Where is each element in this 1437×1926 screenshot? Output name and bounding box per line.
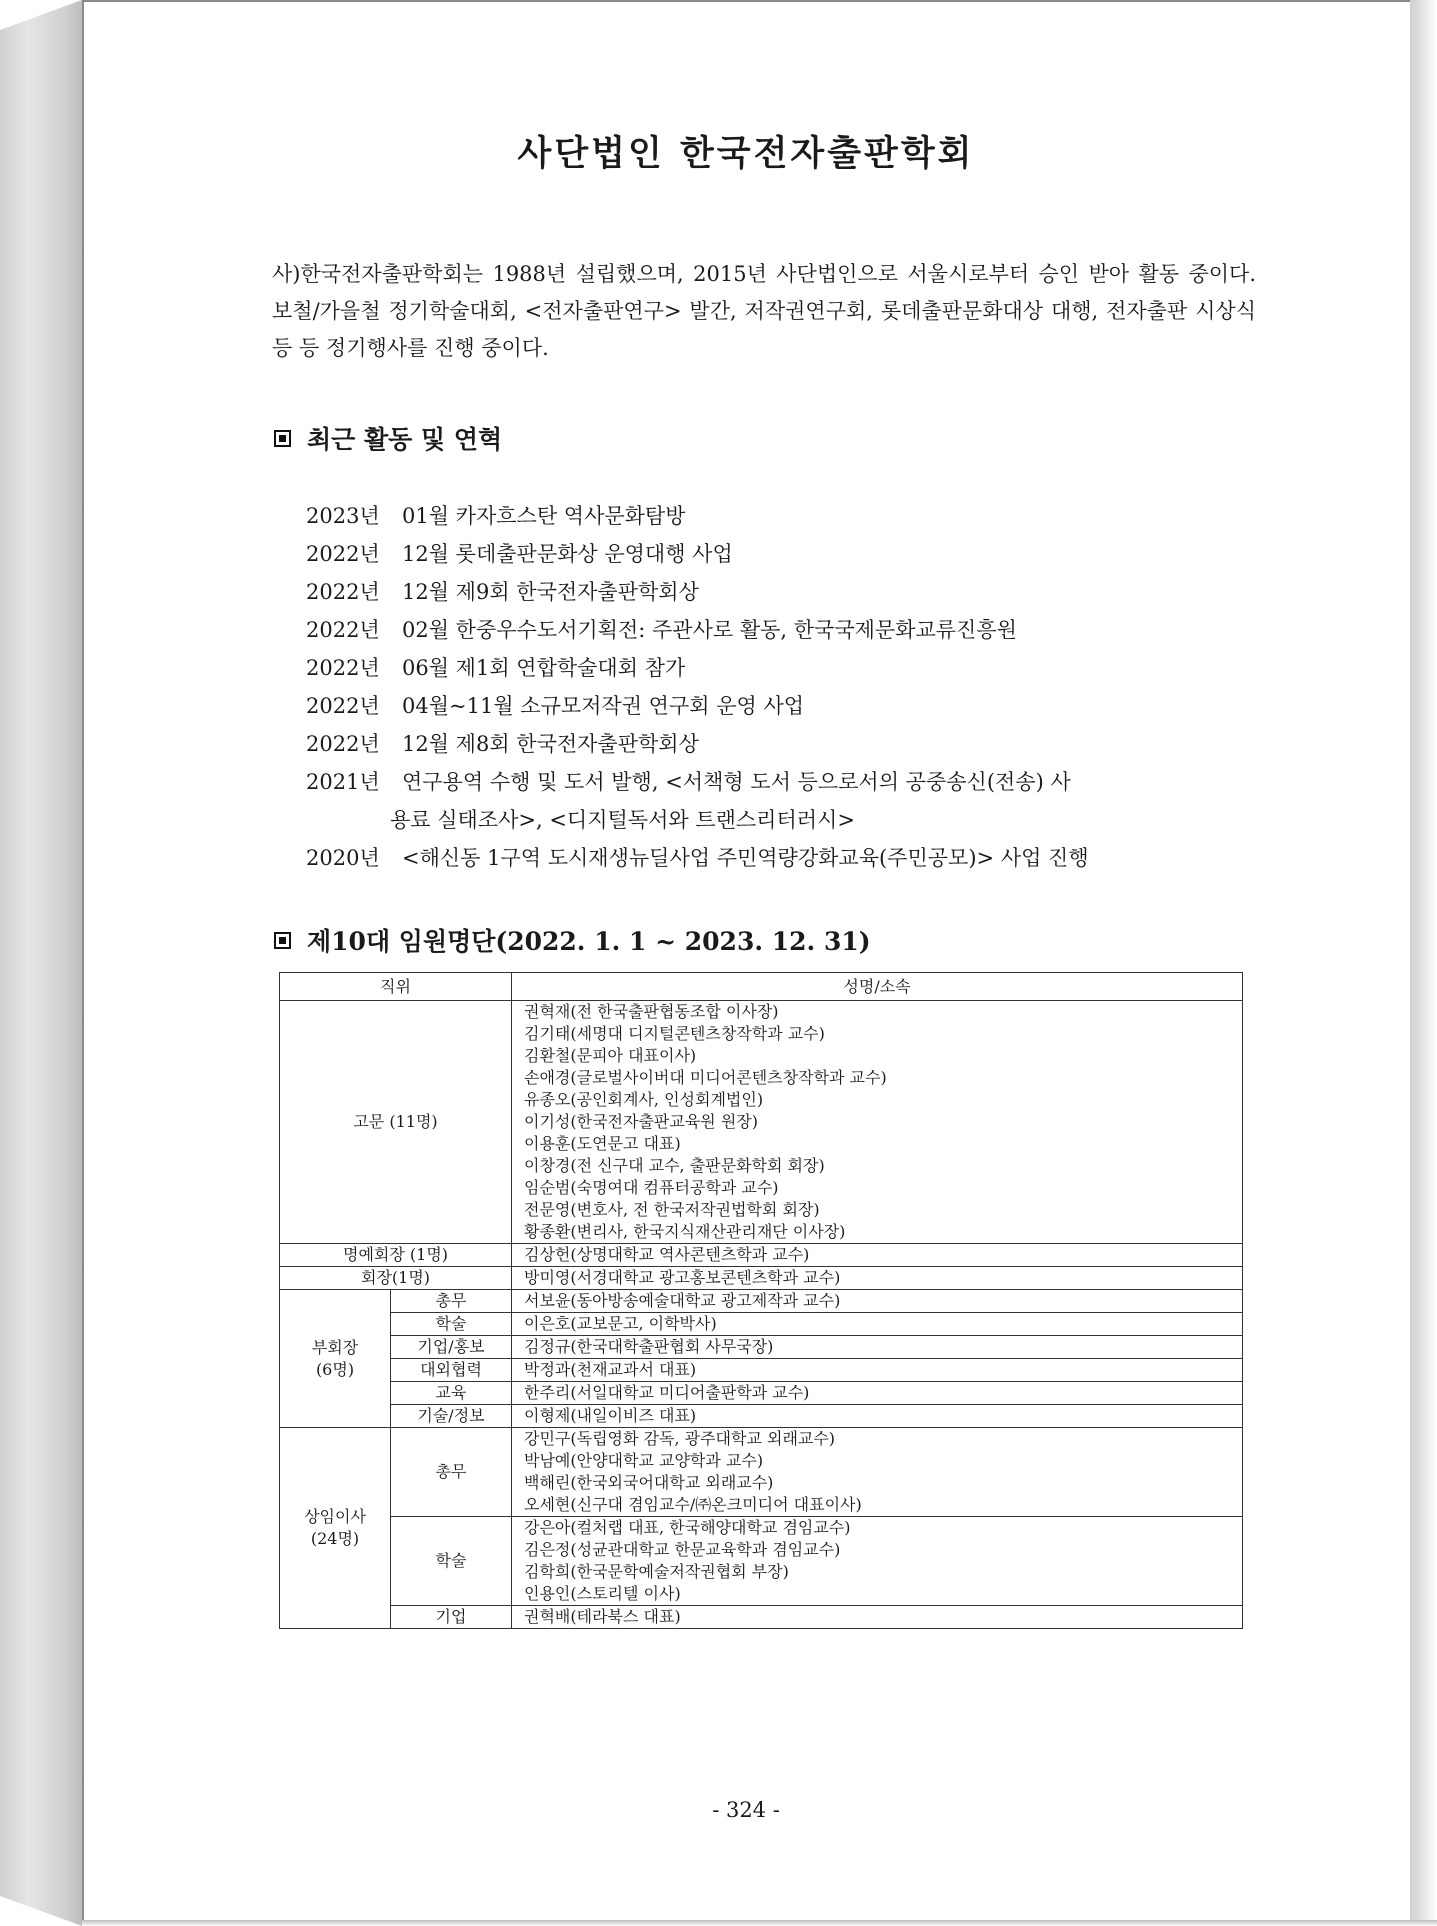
- page-number: - 324 -: [712, 1798, 780, 1822]
- vice-name: 이은호(교보문고, 이학박사): [512, 1313, 1243, 1336]
- history-item-continuation: 용료 실태조사>, <디지털독서와 트랜스리터러시>: [390, 808, 855, 832]
- vice-name: 김정규(한국대학출판협회 사무국장): [512, 1336, 1243, 1359]
- vice-name: 서보윤(동아방송예술대학교 광고제작과 교수): [512, 1290, 1243, 1313]
- standing-names: 강민구(독립영화 감독, 광주대학교 외래교수) 박남예(안양대학교 교양학과 교수) 백해린(한국외국어대학교 외래교수) 오세현(신구대 겸임교수/㈜온크미디어 대표이사): [512, 1428, 1243, 1517]
- board-table: [279, 972, 1243, 1629]
- standing-dept: 기업: [391, 1606, 512, 1629]
- history-item: 2022년 06월 제1회 연합학술대회 참가: [306, 656, 686, 680]
- history-item: 2022년 12월 롯데출판문화상 운영대행 사업: [306, 542, 733, 566]
- standing-role: 상임이사 (24명): [280, 1428, 391, 1629]
- vice-dept: 대외협력: [391, 1359, 512, 1382]
- table-row: [280, 1405, 1243, 1428]
- president-role: 회장(1명): [280, 1267, 512, 1290]
- advisor-names: 권혁재(전 한국출판협동조합 이사장) 김기태(세명대 디지털콘텐츠창작학과 교수) 김환철(문피아 대표이사) 손애경(글로벌사이버대 미디어콘텐츠창작학과 교수) 유종오(공인회계사, 인성회계법인) 이기성(한국전자출판교육원 원장) 이용훈(도연문고 대표) 이창경(전 신구대 교수, 출판문화학회 회장) 임순범(숙명여대 컴퓨터공학과 교수) 전문영(변호사, 전 한국저작권법학회 회장) 황종환(변리사, 한국지식재산관리재단 이사장): [512, 1001, 1243, 1244]
- vice-dept: 기업/홍보: [391, 1336, 512, 1359]
- vice-dept: 총무: [391, 1290, 512, 1313]
- page-shadow-bottom: [82, 1920, 1437, 1926]
- vice-dept: 기술/정보: [391, 1405, 512, 1428]
- history-list: [306, 497, 1252, 877]
- table-row: [280, 1606, 1243, 1629]
- square-bullet-icon: [274, 430, 291, 447]
- page-shadow-right: [1410, 0, 1437, 1926]
- square-bullet-icon: [274, 932, 291, 949]
- table-header-row: [280, 973, 1243, 1001]
- table-row: [280, 1313, 1243, 1336]
- history-heading: [274, 420, 502, 456]
- vice-dept: 학술: [391, 1313, 512, 1336]
- table-row: [280, 1517, 1243, 1606]
- president-name: 방미영(서경대학교 광고홍보콘텐츠학과 교수): [512, 1267, 1243, 1290]
- intro-paragraph: 사)한국전자출판학회는 1988년 설립했으며, 2015년 사단법인으로 서울시로부터 승인 받아 활동 중이다. 보철/가을철 정기학술대회, <전자출판연구> 발간, 저작권연구회, 롯데출판문화대상 대행, 전자출판 시상식 등 등 정기행사를 진행 중이다.: [272, 262, 1256, 360]
- history-item: 2022년 02월 한중우수도서기획전: 주관사로 활동, 한국국제문화교류진흥원: [306, 618, 1017, 642]
- document-title: 사단법인 한국전자출판학회: [517, 133, 975, 174]
- honorary-role: 명예회장 (1명): [280, 1244, 512, 1267]
- table-row: [280, 1244, 1243, 1267]
- standing-dept: 학술: [391, 1517, 512, 1606]
- vice-role: 부회장 (6명): [280, 1290, 391, 1428]
- board-heading: [274, 922, 871, 958]
- book-edge: [0, 0, 82, 1926]
- vice-name: 이형제(내일이비즈 대표): [512, 1405, 1243, 1428]
- vice-dept: 교육: [391, 1382, 512, 1405]
- col-name-header: 성명/소속: [512, 973, 1243, 1001]
- col-position-header: 직위: [280, 973, 512, 1001]
- honorary-name: 김상헌(상명대학교 역사콘텐츠학과 교수): [512, 1244, 1243, 1267]
- history-item: 2020년 <해신동 1구역 도시재생뉴딜사업 주민역량강화교육(주민공모)> 사업 진행: [306, 846, 1089, 870]
- vice-name: 한주리(서일대학교 미디어출판학과 교수): [512, 1382, 1243, 1405]
- history-item: 2022년 12월 제8회 한국전자출판학회상: [306, 732, 699, 756]
- table-row: [280, 1290, 1243, 1313]
- standing-names: 권혁배(테라북스 대표): [512, 1606, 1243, 1629]
- board-heading-text: 제10대 임원명단(2022. 1. 1 ~ 2023. 12. 31): [307, 927, 871, 956]
- standing-names: 강은아(컬처랩 대표, 한국해양대학교 겸임교수) 김은정(성균관대학교 한문교육학과 겸임교수) 김학희(한국문학예술저작권협회 부장) 인용인(스토리텔 이사): [512, 1517, 1243, 1606]
- table-row: [280, 1428, 1243, 1517]
- table-row: [280, 1267, 1243, 1290]
- table-row: [280, 1001, 1243, 1244]
- history-item: 2023년 01월 카자흐스탄 역사문화탐방: [306, 504, 686, 528]
- table-row: [280, 1359, 1243, 1382]
- table-row: [280, 1336, 1243, 1359]
- history-item: 2022년 12월 제9회 한국전자출판학회상: [306, 580, 699, 604]
- history-heading-text: 최근 활동 및 연혁: [307, 425, 503, 454]
- history-item: 2022년 04월~11월 소규모저작권 연구회 운영 사업: [306, 694, 805, 718]
- vice-name: 박정과(천재교과서 대표): [512, 1359, 1243, 1382]
- standing-dept: 총무: [391, 1428, 512, 1517]
- advisor-role: 고문 (11명): [280, 1001, 512, 1244]
- history-item: 2021년 연구용역 수행 및 도서 발행, <서책형 도서 등으로서의 공중송신(전송) 사: [306, 770, 1071, 794]
- table-row: [280, 1382, 1243, 1405]
